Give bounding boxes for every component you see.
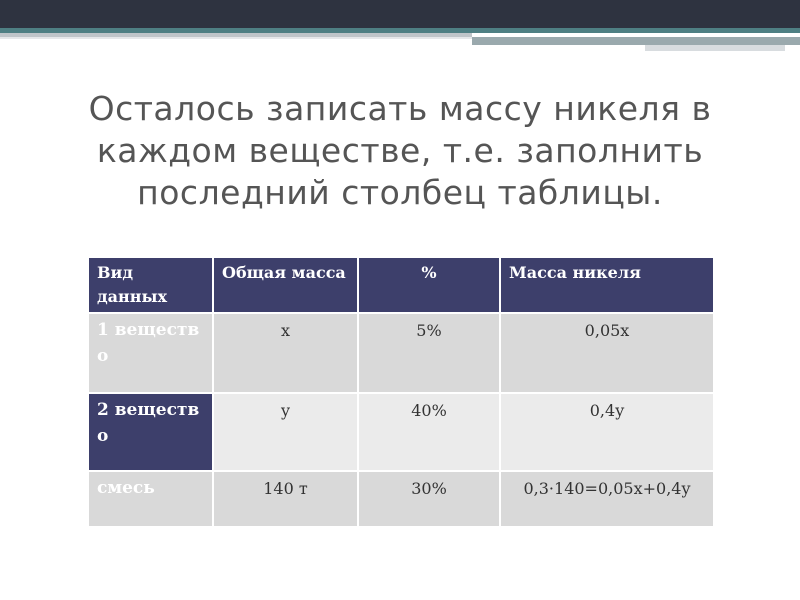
decor-stripe-small bbox=[645, 45, 785, 51]
header-data-type: Вид данных bbox=[88, 257, 213, 313]
decor-stripe-right bbox=[472, 37, 800, 45]
cell-total-mass: 140 т bbox=[213, 471, 358, 527]
table-row bbox=[88, 393, 714, 471]
cell-percent: 30% bbox=[358, 471, 500, 527]
cell-percent: 40% bbox=[358, 393, 500, 471]
row-label-substance-1: 1 веществ о bbox=[88, 313, 213, 393]
table-header-row bbox=[88, 257, 714, 313]
cell-nickel-mass: 0,4y bbox=[500, 393, 714, 471]
cell-percent: 5% bbox=[358, 313, 500, 393]
cell-total-mass: y bbox=[213, 393, 358, 471]
row-label-mixture: смесь bbox=[88, 471, 213, 527]
decor-stripe-thin bbox=[0, 37, 472, 39]
cell-total-mass: x bbox=[213, 313, 358, 393]
table-row bbox=[88, 313, 714, 393]
cell-nickel-mass: 0,05x bbox=[500, 313, 714, 393]
nickel-mass-table bbox=[87, 256, 715, 528]
cell-nickel-mass: 0,3·140=0,05x+0,4y bbox=[500, 471, 714, 527]
table-row bbox=[88, 471, 714, 527]
row-label-substance-2: 2 веществ о bbox=[88, 393, 213, 471]
header-total-mass: Общая масса bbox=[213, 257, 358, 313]
header-percent: % bbox=[358, 257, 500, 313]
slide-title: Осталось записать массу никеля в каждом веществе, т.е. заполнить последний столбец таблицы. bbox=[88, 89, 712, 212]
header-nickel-mass: Масса никеля bbox=[500, 257, 714, 313]
top-decor-band bbox=[0, 0, 800, 28]
